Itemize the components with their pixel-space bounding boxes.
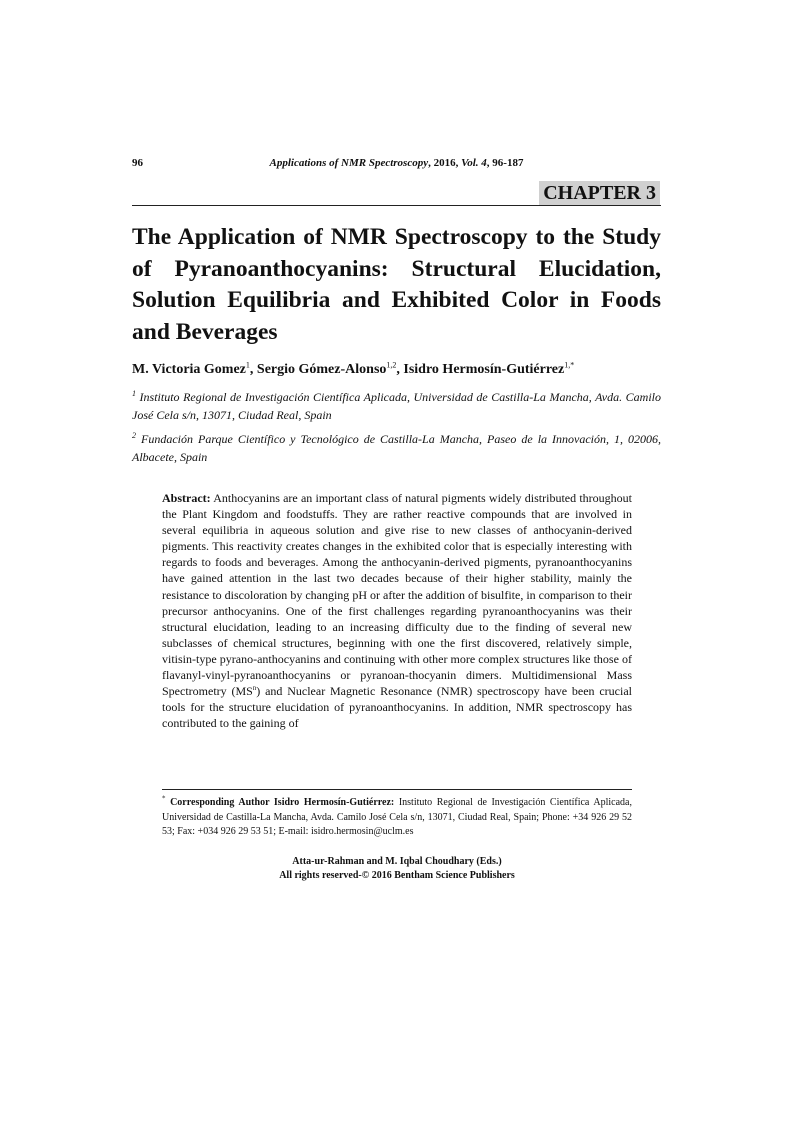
author-name: M. Victoria Gomez: [132, 362, 246, 377]
author-name: Sergio Gómez-Alonso: [256, 362, 387, 377]
article-title: The Application of NMR Spectroscopy to the Study of Pyranoanthocyanins: Structural Elucidation, Solution Equilibria and Exhibited Color in Foods and Beverages: [132, 224, 661, 345]
footnote-text: Instituto Regional de Investigación Científica Aplicada, Universidad de Castilla-La Mancha, Avda. Camilo José Cela s/n, 13071, Ciudad Real, Spain; Phone: +34 926 29 52 53; Fax: +034 926 29 53 51; E-mail: isidro.hermosin@uclm.es: [162, 797, 632, 837]
journal-pages: , 96-187: [486, 157, 524, 169]
publisher-credits: [162, 855, 632, 883]
footnote-divider: [162, 789, 632, 790]
rights-line: All rights reserved-© 2016 Bentham Science Publishers: [279, 870, 515, 881]
author-list: [132, 362, 661, 378]
header-divider: [132, 205, 661, 206]
abstract-superscript: n: [252, 684, 257, 693]
affiliation: [132, 388, 661, 424]
page-number: 96: [132, 157, 143, 169]
author-affiliation-mark: 1: [245, 360, 250, 370]
journal-volume: Vol. 4: [461, 157, 487, 169]
editors-line: Atta-ur-Rahman and M. Iqbal Choudhary (Eds.): [292, 856, 502, 867]
affiliation-number: 1: [132, 389, 136, 398]
abstract-text-continued: ) and Nuclear Magnetic Resonance (NMR) spectroscopy have been crucial tools for the structure elucidation of pyranoanthocyanins. In addition, NMR spectroscopy has contributed to the gaining of: [162, 684, 632, 731]
author-separator: ,: [396, 362, 404, 377]
footnote-label: Corresponding Author Isidro Hermosín-Gutiérrez:: [165, 797, 395, 808]
affiliation-number: 2: [132, 431, 136, 440]
author-name: Isidro Hermosín-Gutiérrez: [403, 362, 565, 377]
corresponding-author-footnote: [162, 796, 632, 840]
affiliation-text: Fundación Parque Científico y Tecnológico de Castilla-La Mancha, Paseo de la Innovación, 1, 02006, Albacete, Spain: [132, 432, 661, 464]
abstract-label: Abstract:: [162, 491, 211, 505]
author-separator: ,: [249, 362, 257, 377]
author-affiliation-mark: 1,*: [564, 360, 575, 370]
abstract: [162, 490, 632, 731]
journal-name: Applications of NMR Spectroscopy: [269, 157, 429, 169]
affiliation-text: Instituto Regional de Investigación Científica Aplicada, Universidad de Castilla-La Mancha, Avda. Camilo José Cela s/n, 13071, Ciudad Real, Spain: [132, 390, 661, 422]
abstract-text: Anthocyanins are an important class of natural pigments widely distributed throughout the Plant Kingdom and foodstuffs. They are rather reactive compounds that are involved in several equilibria in aqueous solution and give rise to new classes of anthocyanin-derived pigments. This reactivity creates changes in the exhibited color that is especially interesting with regards to foods and beverages. Among the anthocyanin-derived pigments, pyranoanthocyanins have gained attention in the last two decades because of their higher stability, mainly the resistance to discoloration by changing pH or after the addition of bisulfite, in comparison to their precursor anthocyanins. One of the first challenges regarding pyranoanthocyanins was their structural elucidation, leading to an increasing difficulty due to the finding of several new subclasses of chemical structures, beginning with one the first discovered, relatively simple, vitisin-type pyrano-anthocyanins and continuing with other more complex structures like those of flavanyl-vinyl-pyranoanthocyanins or pyranoan-thocyanin dimers. Multidimensional Mass Spectrometry (MS: [162, 491, 632, 699]
journal-year: , 2016,: [428, 157, 462, 169]
author-affiliation-mark: 1,2: [386, 360, 397, 370]
journal-header: [200, 157, 593, 169]
chapter-label: CHAPTER 3: [539, 181, 660, 205]
footnote-marker: *: [162, 794, 166, 803]
affiliation: [132, 430, 661, 466]
